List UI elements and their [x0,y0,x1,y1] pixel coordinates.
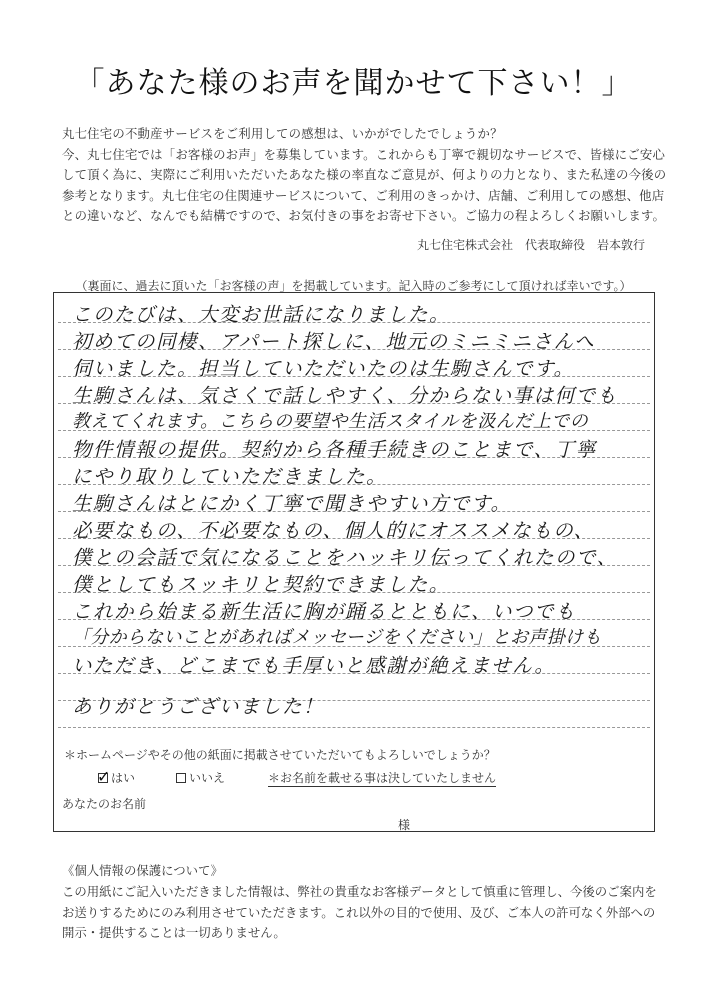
name-privacy-note [268,769,496,786]
intro-line: して頂く為に、実際にご利用いただいたあなた様の率直なご意見が、何よりの力となり、また私達の今後の [62,167,667,183]
handwritten-line: このたびは、大変お世話になりました。 [72,303,451,326]
privacy-section [62,861,662,944]
yes-label: はい [111,771,136,785]
handwritten-line: 「分からないことがあればメッセージをください」とお声掛けも [72,627,602,648]
handwritten-line: いただき、どこまでも手厚いと感謝が絶えません。 [72,654,556,677]
intro-line: 今、丸七住宅では「お客様のお声」を募集しています。これからも丁寧で親切なサービスで、皆様にご安心 [62,146,666,162]
name-field-label: あなたのお名前 [62,797,147,811]
ruled-line [58,727,650,728]
check-icon: ✓ [97,767,111,786]
handwritten-line: 僕としてもスッキリと契約できました。 [72,573,450,596]
handwritten-line: 必要なもの、不必要なもの、個人的にオススメなもの、 [72,519,595,542]
intro-line: 参考となります。丸七住宅の住関連サービスについて、ご利用のきっかけ、店舗、ご利用しての感想、他店 [62,187,665,203]
name-suffix: 様 [398,818,411,832]
handwritten-line: 伺いました。担当していただいたのは生駒さんです。 [72,357,575,380]
reference-note: （裏面に、過去に頂いた「お客様の声」を掲載しています。記入時のご参考にして頂ければ幸いです。） [75,279,632,293]
intro-line: との違いなど、なんでも結構ですので、お気付きの事をお寄せ下さい。ご協力の程よろしくお願いします。 [62,208,666,224]
privacy-line: 開示・提供することは一切ありません。 [62,925,286,941]
consent-no-option[interactable] [176,769,225,786]
intro-line: 丸七住宅の不動産サービスをご利用しての感想は、いかがでしたでしょうか？ [62,126,503,141]
consent-yes-option[interactable] [98,769,135,786]
handwritten-line: にやり取りしていただきました。 [72,465,388,488]
handwritten-line: 僕との会話で気になることをハッキリ伝ってくれたので、 [72,546,618,569]
intro-text [62,124,667,227]
company-signature: 丸七住宅株式会社 代表取締役 岩本敦行 [416,238,645,252]
page-title: 「あなた様のお声を聞かせて下さい！」 [74,66,633,101]
handwritten-line: ありがとうございました！ [72,695,325,718]
privacy-line: お送りするためにのみ利用させていただきます。これ以外の目的で使用、及び、ご本人の許可なく外部への [62,904,656,920]
name-privacy-note-text: ＊お名前を載せる事は決していたしません [268,771,497,785]
publish-consent-question: ＊ホームページやその他の紙面に掲載させていただいてもよろしいでしょうか？ [64,748,496,762]
privacy-heading: 《個人情報の保護について》 [62,863,223,878]
no-label: いいえ [189,771,226,785]
handwritten-line: 生駒さんは、気さくで話しやすく、分からない事は何でも [72,384,618,407]
no-checkbox[interactable] [176,773,186,783]
handwritten-line: 教えてくれます。こちらの要望や生活スタイルを汲んだ上での [72,411,589,432]
handwritten-line: これから始まる新生活に胸が踊るとともに、いつでも [72,600,577,623]
handwritten-line: 物件情報の提供。契約から各種手続きのことまで、丁寧 [72,438,597,461]
yes-checkbox[interactable] [97,767,111,786]
privacy-line: この用紙にご記入いただきました情報は、弊社の貴重なお客様データとして慎重に管理し、今後のご案内を [62,883,657,899]
handwritten-line: 生駒さんはとにかく丁寧で聞きやすい方です。 [72,492,512,515]
handwritten-line: 初めての同棲、アパート探しに、地元のミニミニさんへ [72,330,596,353]
